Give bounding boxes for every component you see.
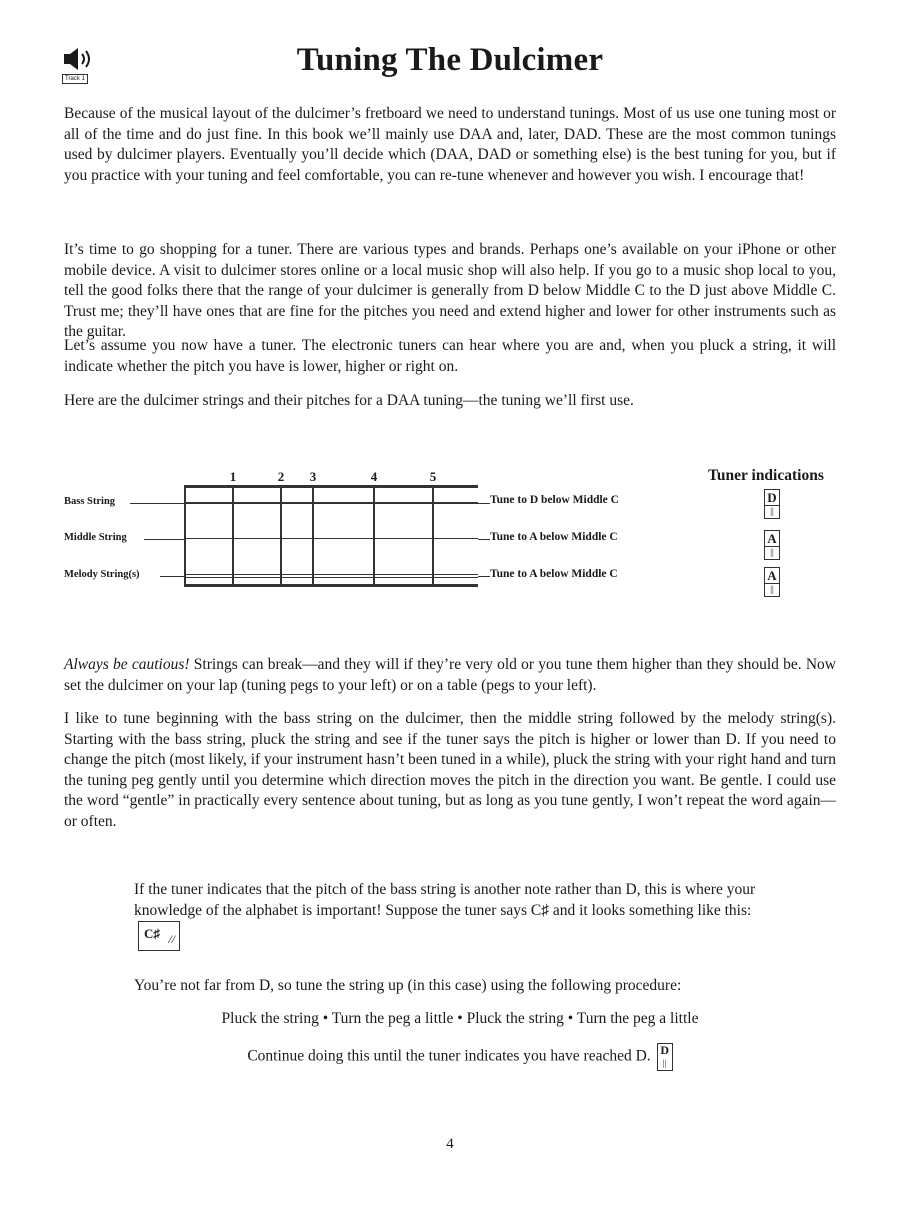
procedure-continue	[10, 1043, 900, 1071]
tuner-note: A	[767, 531, 777, 546]
leader-line	[144, 539, 184, 540]
tuner-display-d	[657, 1043, 673, 1071]
tuner-note: D	[767, 490, 777, 505]
tuner-note: A	[767, 568, 777, 583]
leader-line	[478, 503, 490, 504]
fret-line	[280, 485, 282, 585]
paragraph-tuning-order: I like to tune beginning with the bass string on the dulcimer, then the middle string followed by the melody string(s). Starting with the bass string, pluck the string and see if the tuner says the pitch is higher or lower than D. If you need to change the pitch (most likely, if your instrument hasn’t been tuned in a while), pluck the string with your right hand and turn the tuning peg gently until you determine which direction moves the pitch in the direction you want. Be gentle. I could use the word “gentle” in practically every sentence about tuning, but as long as you tune gently, I won’t repeat the word again—or often.	[64, 710, 836, 830]
page-number: 4	[446, 1136, 454, 1152]
paragraph-daa-intro: Here are the dulcimer strings and their pitches for a DAA tuning—the tuning we’ll first use.	[64, 392, 634, 409]
fret-line	[373, 485, 375, 585]
tuner-ticks: ||	[765, 583, 779, 594]
tuner-ticks: //	[168, 931, 175, 946]
csharp-example-text: If the tuner indicates that the pitch of the bass string is another note rather than D, this is where your knowledge of the alphabet is important! Suppose the tuner says C♯ and it looks something like this:	[134, 881, 756, 919]
paragraph-electronic-tuners: Let’s assume you now have a tuner. The electronic tuners can hear where you are and, when you pluck a string, it will indicate whether the pitch you have is lower, higher or right on.	[64, 337, 836, 375]
tuner-ticks: ||	[662, 1058, 667, 1068]
leader-line	[478, 539, 490, 540]
tuner-display-a	[764, 530, 780, 560]
tuner-display-a	[764, 567, 780, 597]
fret-line	[432, 485, 434, 585]
tuner-ticks: ||	[765, 505, 779, 516]
tuner-note: C♯	[144, 926, 160, 942]
paragraph-csharp-example	[134, 880, 794, 951]
fret-number: 2	[277, 469, 285, 484]
track-label: Track 1	[62, 74, 88, 84]
middle-string-line	[184, 538, 478, 539]
leader-line	[130, 503, 184, 504]
tuner-ticks: ||	[765, 546, 779, 557]
tuner-display-d	[764, 489, 780, 519]
tuner-display-csharp	[138, 921, 180, 951]
bass-string-line	[184, 502, 478, 504]
caution-emphasis: Always be cautious!	[64, 656, 190, 673]
fret-number: 4	[370, 469, 378, 484]
melody-string-tuning: Tune to A below Middle C	[490, 568, 618, 580]
tuner-note: D	[660, 1043, 669, 1057]
middle-string-tuning: Tune to A below Middle C	[490, 531, 618, 543]
paragraph-caution	[64, 655, 836, 696]
string-tuning-diagram	[60, 465, 850, 605]
paragraph-tunings: Because of the musical layout of the dulcimer’s fretboard we need to understand tunings. Most of us use one tuning most or all of the time and do just fine. In this book we’ll mainly use DAA and, later, DAD. These are the most common tunings used by dulcimer players. Eventually you’ll decide which (DAA, DAD or something else) is the best tuning for you, but if you practice with your tuning and feel comfortable, you can re-tune whenever and however you wish. I encourage that!	[64, 105, 836, 184]
bass-string-tuning: Tune to D below Middle C	[490, 494, 619, 506]
paragraph-procedure-intro: You’re not far from D, so tune the string up (in this case) using the following procedure:	[134, 977, 682, 994]
fret-number: 1	[229, 469, 237, 484]
fret-line	[312, 485, 314, 585]
paragraph-tuner-shopping: It’s time to go shopping for a tuner. There are various types and brands. Perhaps one’s available on your iPhone or other mobile device. A visit to dulcimer stores online or a local music shop will also help. If you go to a music shop local to you, tell the good folks there that the range of your dulcimer is generally from D below Middle C to the D just above Middle C. Trust me; they’ll have ones that are fine for the pitches you need and extend higher and lower for other instruments such as the guitar.	[64, 241, 836, 341]
fret-number: 3	[309, 469, 317, 484]
fret-line	[232, 485, 234, 585]
nut	[184, 485, 186, 587]
leader-line	[478, 576, 490, 577]
bass-string-label: Bass String	[64, 496, 116, 507]
melody-string-label: Melody String(s)	[64, 569, 140, 580]
fret-number: 5	[429, 469, 437, 484]
page-title: Tuning The Dulcimer	[296, 42, 604, 78]
leader-line	[160, 576, 184, 577]
middle-string-label: Middle String	[64, 532, 127, 543]
caution-text: Strings can break—and they will if they’re very old or you tune them higher than they should be. Now set the dulcimer on your lap (tuning pegs to your left) or on a table (pegs to your left).	[64, 656, 837, 694]
procedure-continue-text: Continue doing this until the tuner indicates you have reached D.	[247, 1047, 651, 1065]
melody-string-line	[184, 574, 478, 578]
procedure-steps: Pluck the string • Turn the peg a little • Pluck the string • Turn the peg a little	[221, 1010, 699, 1027]
tuner-indications-heading: Tuner indications	[708, 467, 824, 484]
